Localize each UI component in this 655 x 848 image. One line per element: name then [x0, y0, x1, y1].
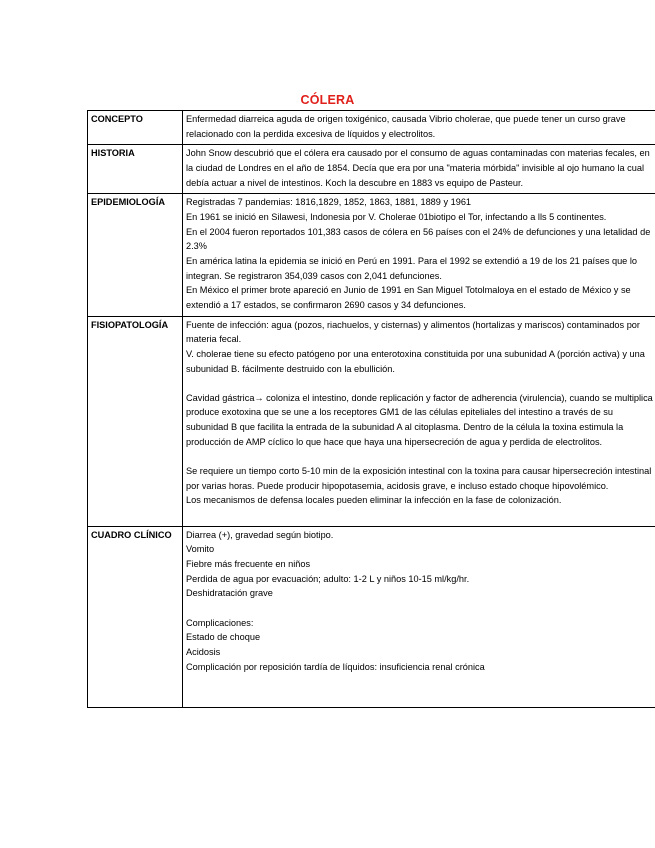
paragraph: Fiebre más frecuente en niños [186, 558, 311, 569]
row-content [183, 316, 655, 526]
table-row-historia [88, 145, 655, 194]
document-table [87, 110, 655, 708]
paragraph: En 1961 se inició en Silawesi, Indonesia por V. Cholerae 01biotipo el Tor, infectando a lls 5 continentes. [186, 211, 607, 222]
paragraph: Registradas 7 pandemias: 1816,1829, 1852, 1863, 1881, 1889 y 1961 [186, 197, 472, 208]
paragraph: Estado de choque [186, 632, 261, 643]
paragraph: Complicaciones: [186, 617, 254, 628]
paragraph-spacer [186, 376, 653, 391]
row-content [183, 526, 655, 707]
row-label: FISIOPATOLOGÍA [88, 316, 183, 526]
paragraph: En américa latina la epidemia se inició en Perú en 1991. Para el 1992 se extendió a 19 de los 21 países que lo integran. Se registraron 354,039 casos con 2,041 defunciones. [186, 255, 637, 281]
row-label: HISTORIA [88, 145, 183, 194]
paragraph-spacer [186, 449, 653, 464]
row-content [183, 194, 655, 316]
table-row-cuadro-clinico [88, 526, 655, 707]
paragraph-spacer [186, 689, 653, 704]
paragraph: Los mecanismos de defensa locales pueden eliminar la infección en la fase de colonización. [186, 495, 562, 506]
row-label: CONCEPTO [88, 111, 183, 145]
paragraph: Fuente de infección: agua (pozos, riachuelos, y cisternas) y alimentos (hortalizas y mariscos) contaminados por materia fecal. [186, 319, 640, 345]
paragraph: V. cholerae tiene su efecto patógeno por una enterotoxina constituida por una subunidad A (porción activa) y una subunidad B. fácilmente destruido con la ebullición. [186, 348, 645, 374]
paragraph: Deshidratación grave [186, 588, 273, 599]
paragraph: Vomito [186, 544, 215, 555]
table-row-epidemiologia [88, 194, 655, 316]
paragraph: Enfermedad diarreica aguda de origen toxigénico, causada Vibrio cholerae, que puede tener un curso grave relacionado con la perdida excesiva de líquidos y electrolitos. [186, 114, 626, 139]
paragraph: John Snow descubrió que el cólera era causado por el consumo de aguas contaminadas con materias fecales, en la ciudad de Londres en el año de 1854. Decía que era por una "materia mórbida" invisible al ojo humano la cual debía actuar a nivel de intestinos. Koch la descubre en 1883 vs equipo de Pasteur. [186, 148, 650, 188]
row-content [183, 111, 655, 145]
table-row-fisiopatologia [88, 316, 655, 526]
paragraph-spacer [186, 674, 653, 689]
paragraph: Se requiere un tiempo corto 5-10 min de la exposición intestinal con la toxina para causar hipersecreción intestinal por varias horas. Puede producir hipopotasemia, acidosis grave, e incluso estado choque hipovolémico. [186, 466, 652, 491]
page-title: CÓLERA [300, 93, 355, 107]
table-row-concepto [88, 111, 655, 145]
row-label: CUADRO CLÍNICO [88, 526, 183, 707]
paragraph: En México el primer brote apareció en Junio de 1991 en San Miguel Totolmaloya en el estado de México y se extendió a 17 estados, se confirmaron 2690 casos y 34 defunciones. [186, 285, 631, 310]
paragraph: Cavidad gástrica→ coloniza el intestino, donde replicación y factor de adherencia (virulencia), cuando se multiplica produce exotoxina que se une a los receptores GM1 de las células epiteliales del intestino a través de su subunidad B que facilita la entrada de la subunidad A al citoplasma. Dentro de la célula la toxina estimula la producción de AMP cíclico lo que hace que haya una hipersecreción de agua y perdida de electrolitos. [186, 392, 653, 447]
paragraph: Perdida de agua por evacuación; adulto: 1-2 L y niños 10-15 ml/kg/hr. [186, 573, 470, 584]
row-content [183, 145, 655, 194]
paragraph: En el 2004 fueron reportados 101,383 casos de cólera en 56 países con el 24% de defunciones y una letalidad de 2.3% [186, 226, 651, 252]
paragraph-spacer [186, 601, 653, 616]
row-label: EPIDEMIOLOGÍA [88, 194, 183, 316]
paragraph-spacer [186, 508, 653, 523]
paragraph: Acidosis [186, 646, 221, 657]
paragraph: Complicación por reposición tardía de líquidos: insuficiencia renal crónica [186, 661, 485, 672]
paragraph: Diarrea (+), gravedad según biotipo. [186, 529, 334, 540]
